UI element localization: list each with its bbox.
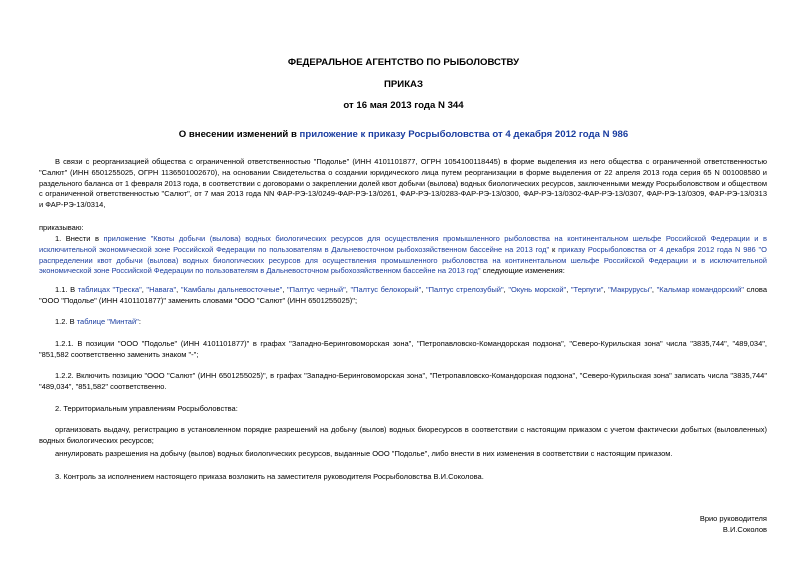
sep: , [421, 285, 426, 294]
link-table-sea-perch[interactable]: "Окунь морской" [508, 285, 567, 294]
link-table-squid[interactable]: "Кальмар командорский" [656, 285, 744, 294]
link-table-navaga[interactable]: "Навага" [146, 285, 177, 294]
p11-text-end: слова "ООО "Подолье" (ИНН 4101101877)" заменить словами "ООО "Салют" (ИНН 6501255025)"; [39, 285, 767, 305]
sep: , [176, 285, 181, 294]
link-table-pollock[interactable]: таблице "Минтай" [76, 317, 139, 326]
paragraph-1-2-1: 1.2.1. В позиции "ООО "Подолье" (ИНН 4101101877)" в графах "Западно-Беринговоморская зона", "Петропавловско-Командорская подзона", "Северо-Курильская зона" числа "3835,744", "489,034", "851,582 соответственно заменить знаком "-"; [39, 339, 767, 359]
sep: , [651, 285, 657, 294]
sep: , [603, 285, 609, 294]
p12-text-a: 1.2. В [55, 317, 77, 326]
subject-link[interactable]: приложение к приказу Росрыболовства от 4 декабря 2012 года N 986 [299, 129, 629, 140]
paragraph-1-2-2: 1.2.2. Включить позицию "ООО "Салют" (ИНН 6501255025)", в графах "Западно-Беринговоморская зона", "Петропавловско-Командорская подзона", "Северо-Курильская зона" записать числа "3835,744" "489,034", "851,582" соответственно. [39, 371, 767, 391]
p1-text-b: к [549, 244, 559, 254]
p1-link-order[interactable]: приказу Росрыболовства от 4 декабря 2012 года N 986 "О распределении квот добычи (вылова) водных биологических ресурсов для осуществления промышленного рыболовства на континентальном шельфе Российской Федерации и в исключительной экономической зоне Российской Федерации по пользователям в Дальневосточном рыбохозяйственном бассейне на 2013 год" [39, 244, 768, 276]
p1-link-appendix[interactable]: приложение "Квоты добычи (вылова) водных биологических ресурсов для осуществления промышленного рыболовства на континентальном шельфе Российской Федерации и в исключительной экономической зоне Российской Федерации по пользователям в Дальневосточном рыбохозяйственном бассейне на 2013 год" [39, 234, 767, 254]
paragraph-3: 3. Контроль за исполнением настоящего приказа возложить на заместителя руководителя Росрыболовства В.И.Соколова. [55, 472, 484, 481]
paragraph-2-a: организовать выдачу, регистрацию в установленном порядке разрешений на добычу (вылов) водных биоресурсов в соответствии с настоящим приказом с учетом фактически добытых (выловленных) водных биологических ресурсов; [39, 425, 767, 445]
link-table-white-halibut[interactable]: "Палтус белокорый" [350, 285, 422, 294]
preamble: В связи с реорганизацией общества с ограниченной ответственностью "Подолье" (ИНН 4101101877, ОГРН 1054100118445) в форме выделения из него общества с ограниченной ответственностью "Салют" (ИНН 6501255025, ОГРН 1136501002670), на основании Свидетельства о создании юридического лица путем реорганизации в форме выделения от 22 апреля 2013 года серия 65 N 001008580 и раздельного баланса от 1 февраля 2013 года, в соответствии с договорами о закреплении долей квот добычи (вылова) водных биологических ресурсов, заключенными между Росрыболовством и обществом с ограниченной ответственностью "Салют", от 7 мая 2013 года NN ФАР-РЭ-13/0249-ФАР-РЭ-13/0261, ФАР-РЭ-13/0283-ФАР-РЭ-13/0300, ФАР-РЭ-13/0302-ФАР-РЭ-13/0307, ФАР-РЭ-13/0309, ФАР-РЭ-13/0313 и ФАР-РЭ-13/0314, [39, 157, 767, 210]
sep: , [282, 285, 288, 294]
sep: , [503, 285, 509, 294]
link-table-cod[interactable]: таблицах "Треска" [77, 285, 142, 294]
link-table-flounder[interactable]: "Камбалы дальневосточные" [180, 285, 283, 294]
order-word: приказываю: [39, 223, 84, 232]
paragraph-1-2 [39, 317, 767, 328]
p11-text-a: 1.1. В [55, 285, 78, 294]
doc-date-number: от 16 мая 2013 года N 344 [343, 100, 464, 111]
signature-name: В.И.Соколов [722, 525, 767, 534]
paragraph-2-b: аннулировать разрешения на добычу (вылов) водных биологических ресурсов, выданные ООО "Подолье", либо внести в них изменения в соответствии с настоящим приказом. [55, 449, 673, 458]
link-table-terpugi[interactable]: "Терпуги" [570, 285, 604, 294]
sep: , [141, 285, 147, 294]
sep: , [345, 285, 351, 294]
doc-type: ПРИКАЗ [384, 79, 423, 90]
paragraph-1-1 [39, 285, 767, 307]
p1-text-c: следующие изменения: [480, 266, 565, 276]
paragraph-2: 2. Территориальным управлениям Росрыболовства: [55, 404, 238, 413]
sep: , [566, 285, 571, 294]
link-table-arrowtooth-halibut[interactable]: "Палтус стрелозубый" [425, 285, 504, 294]
signature-title: Врио руководителя [699, 514, 767, 523]
paragraph-1 [39, 234, 767, 277]
subject-prefix: О внесении изменений в [178, 129, 300, 140]
p12-text-b: : [138, 317, 141, 326]
doc-subject [0, 129, 807, 140]
p1-text-a: 1. Внести в [55, 234, 104, 243]
link-table-macrourus[interactable]: "Макрурусы" [608, 285, 652, 294]
link-table-black-halibut[interactable]: "Палтус черный" [287, 285, 346, 294]
agency-title: ФЕДЕРАЛЬНОЕ АГЕНТСТВО ПО РЫБОЛОВСТВУ [287, 57, 520, 68]
